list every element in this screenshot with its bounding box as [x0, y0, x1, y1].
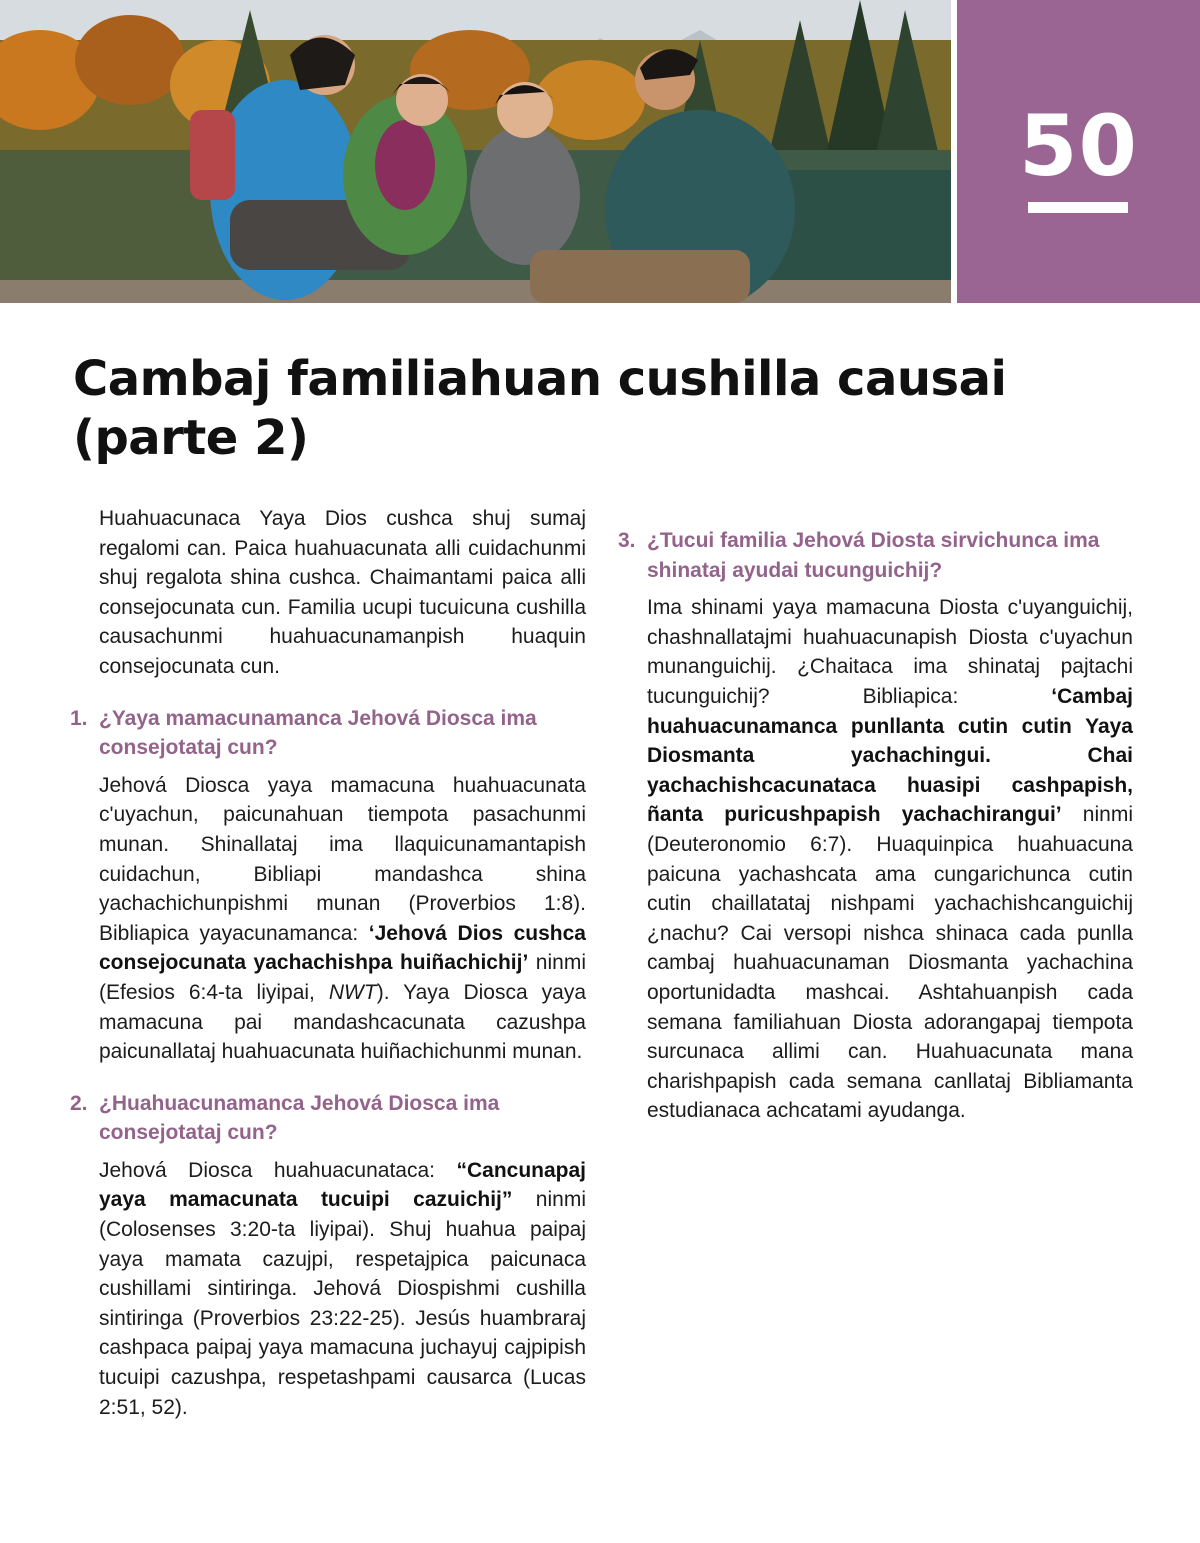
question-3	[618, 526, 1133, 585]
lesson-number: 50	[1019, 97, 1138, 195]
right-column	[618, 504, 1133, 1126]
lesson-badge	[957, 0, 1200, 303]
answer-3-quote: ‘Cambaj huahuacunamanca punllanta cutin cutin Yaya Diosmanta yachachingui. Chai yachachishcacunataca huasipi cashpapish, ñanta puricushpapish yachachirangui’	[647, 684, 1133, 827]
question-3-text: ¿Tucui familia Jehová Diosta sirvichunca ima shinataj ayudai tucunguichij?	[647, 529, 1100, 582]
question-2	[70, 1089, 586, 1148]
left-column	[70, 504, 586, 1422]
page-title	[73, 350, 1073, 468]
answer-3-paragraph	[618, 593, 1133, 1126]
answer-1-nwt: NWT	[328, 980, 377, 1004]
page-title-line-1: Cambaj familiahuan cushilla causai	[73, 351, 1007, 407]
answer-3-text-b: ninmi (Deuteronomio 6:7). Huaquinpica huahuacuna paicuna yachashcata ama cungarichunca cutin cutin chaillatataj nishpami yachachishcanguichij ¿nachu? Cai versopi nishca shinaca cada punlla cambaj huahuacunaman Diosmanta yachachina oportunidadta mashcai. Ashtahuanpish cada semana familiahuan Diosta adorangapaj tiempota surcunaca allimi can. Huahuacunata mana charishpapish cada semana canllataj Bibliamanta estudianaca achcatami ayudanga.	[647, 803, 1133, 1123]
answer-2-text-a: Jehová Diosca huahuacunataca:	[99, 1158, 457, 1182]
lesson-number-underline	[1028, 202, 1128, 213]
family-photo-illustration	[0, 0, 951, 303]
question-1	[70, 704, 586, 763]
header-photo	[0, 0, 951, 303]
answer-1-paragraph	[70, 771, 586, 1067]
page-title-line-2: (parte 2)	[73, 410, 309, 466]
answer-1-text-a: Jehová Diosca yaya mamacuna huahuacunata c'uyachun, paicunahuan tiempota pasachunmi munan. Shinallataj ima llaquicunamantapish cuidachun, Bibliapi mandashca shina yachachichunpishmi munan (Proverbios 1:8). Bibliapica yayacunamanca:	[99, 773, 586, 945]
intro-paragraph: Huahuacunaca Yaya Dios cushca shuj sumaj regalomi can. Paica huahuacunata alli cuidachunmi shuj regalota shina cushca. Chaimantami paica alli consejocunata cun. Familia ucupi tucuicuna cushilla causachunmi huahuacunamanpish huaquin consejocunata cun.	[99, 507, 586, 678]
answer-2-quote: “Cancunapaj yaya mamacunata tucuipi cazuichij”	[99, 1158, 586, 1212]
question-2-number: 2.	[70, 1091, 88, 1115]
answer-1-text-c: ). Yaya Diosca yaya mamacuna pai mandashcacunata cazushpa paicunallataj huahuacunata huiñachichunmi munan.	[99, 980, 586, 1064]
answer-2-text-b: ninmi (Colosenses 3:20-ta liyipai). Shuj huahua paipaj yaya mamata cazujpi, respetajpica paicunaca cushillami sintiringa. Jehová Diospishmi cushilla sintiringa (Proverbios 23:22-25). Jesús huambraraj cashpaca paipaj yaya mamacuna juchayuj cajpipish tucuipi cazushpa, respetashpami causarca (Lucas 2:51, 52).	[99, 1188, 586, 1419]
question-1-text: ¿Yaya mamacunamanca Jehová Diosca ima consejotataj cun?	[99, 706, 537, 760]
question-3-number: 3.	[618, 529, 636, 552]
answer-1-text-b: ninmi (Efesios 6:4-ta liyipai,	[99, 951, 586, 1004]
answer-2-paragraph	[70, 1156, 586, 1422]
answer-1-quote: ‘Jehová Dios cushca consejocunata yachachishpa huiñachichij’	[99, 921, 586, 975]
question-1-number: 1.	[70, 706, 88, 730]
answer-3-text-a: Ima shinami yaya mamacuna Diosta c'uyanguichij, chashnallatajmi huahuacunapish Diosta c'uyachun munanguichij. ¿Chaitaca ima shinataj pajtachi tucunguichij? Bibliapica:	[647, 596, 1133, 708]
question-2-text: ¿Huahuacunamanca Jehová Diosca ima consejotataj cun?	[99, 1091, 500, 1145]
